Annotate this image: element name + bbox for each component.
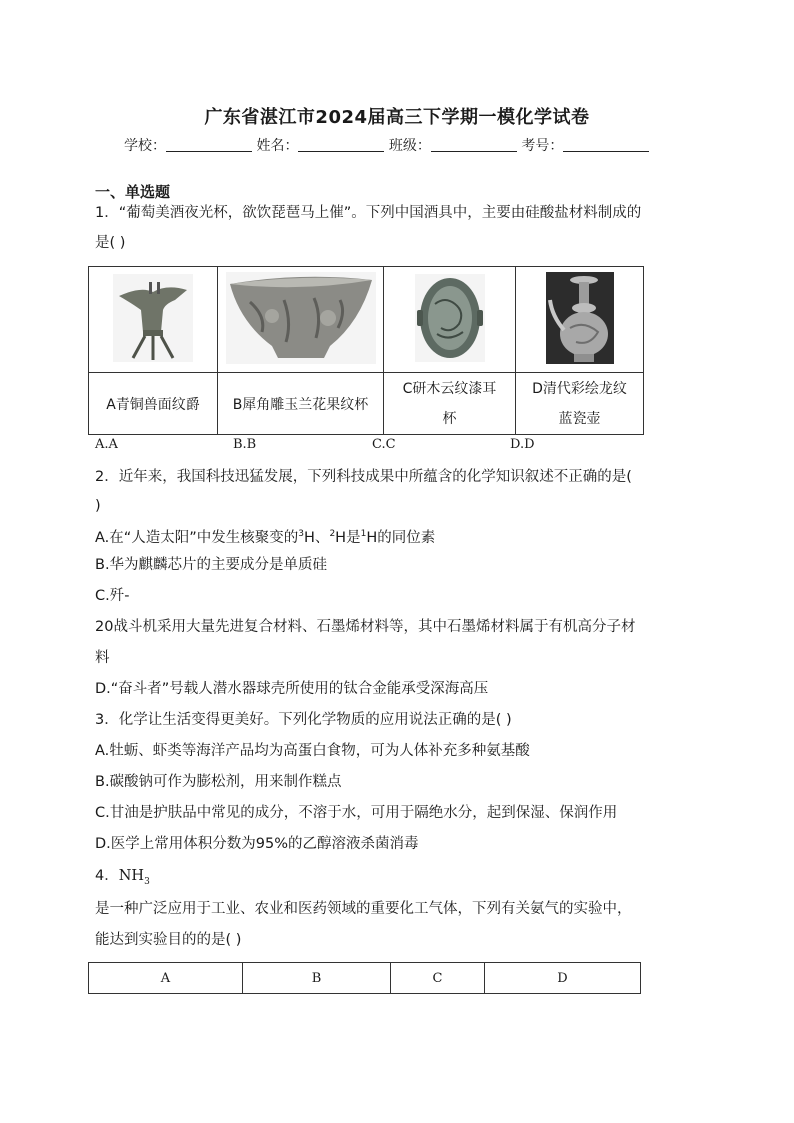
mass-number-3: 3 — [298, 529, 305, 539]
q4-header-d: D — [485, 963, 641, 994]
q1-option-b[interactable]: B.B — [233, 437, 257, 452]
q1-image-cell-d — [516, 267, 644, 373]
q1-label-b: B犀角雕玉兰花果纹杯 — [232, 396, 369, 413]
class-blank[interactable] — [431, 137, 517, 152]
blue-porcelain-ewer-image — [546, 272, 614, 364]
q3-option-a[interactable]: A.牡蛎、虾类等海洋产品均为高蛋白食物，可为人体补充多种氨基酸 — [95, 743, 530, 759]
q1-label-d-line1: D清代彩绘龙纹 — [532, 380, 627, 397]
rhino-horn-cup-image — [226, 272, 376, 364]
q1-label-cell-c — [384, 373, 516, 435]
q1-label-cell-b — [218, 373, 384, 435]
q3-option-d[interactable]: D.医学上常用体积分数为95%的乙醇溶液杀菌消毒 — [95, 836, 419, 852]
q2-stem-line1: 2．近年来，我国科技迅猛发展，下列科技成果中所蕴含的化学知识叙述不正确的是( — [95, 469, 632, 485]
name-blank[interactable] — [298, 137, 384, 152]
q2-option-a[interactable] — [95, 524, 435, 548]
q2-option-b[interactable]: B.华为麒麟芯片的主要成分是单质硅 — [95, 557, 328, 573]
formula-text: NH — [118, 868, 145, 884]
q1-option-a[interactable]: A.A — [95, 437, 118, 452]
q1-stem-line2: 是( ) — [95, 235, 126, 251]
q3-stem: 3．化学让生活变得更美好。下列化学物质的应用说法正确的是( ) — [95, 712, 512, 728]
q4-table — [88, 962, 641, 994]
q2-option-c-line3: 料 — [95, 650, 110, 666]
q1-option-d[interactable]: D.D — [510, 437, 535, 452]
q4-header-a: A — [89, 963, 243, 994]
exam-info-line — [124, 135, 649, 155]
q2-option-c-line1[interactable]: C.歼- — [95, 588, 130, 604]
q3-option-c[interactable]: C.甘油是护肤品中常见的成分，不溶于水，可用于隔绝水分，起到保湿、保润作用 — [95, 805, 618, 821]
q1-label-cell-d — [516, 373, 644, 435]
q1-label-d-line2: 蓝瓷壶 — [558, 410, 601, 427]
q1-table — [88, 266, 644, 435]
q2-option-c-line2: 20战斗机采用大量先进复合材料、石墨烯材料等，其中石墨烯材料属于有机高分子材 — [95, 619, 636, 635]
q4-number: 4． — [95, 868, 119, 884]
school-label: 学校： — [124, 138, 166, 154]
q1-label-c-line2: 杯 — [442, 410, 457, 427]
q2-a-post: H的同位素 — [366, 529, 436, 546]
q2-a-h1: H、 — [304, 529, 330, 546]
q1-label-a: A青铜兽面纹爵 — [106, 396, 200, 413]
number-blank[interactable] — [563, 137, 649, 152]
q1-label-c-line1: C研木云纹漆耳 — [402, 380, 497, 397]
q2-a-h2: H是 — [335, 529, 361, 546]
q1-option-c[interactable]: C.C — [372, 437, 396, 452]
q2-stem-line2: ) — [95, 498, 101, 514]
lacquer-ear-cup-image — [415, 274, 485, 362]
q1-image-cell-c — [384, 267, 516, 373]
q4-stem-line2: 是一种广泛应用于工业、农业和医药领域的重要化工气体，下列有关氨气的实验中， — [95, 901, 632, 917]
section-heading: 一、单选题 — [95, 183, 171, 201]
ammonia-formula — [118, 868, 150, 887]
q4-stem-line3: 能达到实验目的的是( ) — [95, 932, 242, 948]
q2-a-text: A.在“人造太阳”中发生核聚变的 — [95, 529, 299, 546]
q3-option-b[interactable]: B.碳酸钠可作为膨松剂，用来制作糕点 — [95, 774, 342, 790]
page-title: 广东省湛江市2024届高三下学期一模化学试卷 — [204, 107, 590, 128]
q1-image-cell-a — [89, 267, 218, 373]
q1-image-cell-b — [218, 267, 384, 373]
mass-number-1: 1 — [360, 529, 367, 539]
q4-header-c: C — [391, 963, 485, 994]
q1-label-cell-a — [89, 373, 218, 435]
bronze-jue-vessel-image — [113, 274, 193, 362]
q4-stem-line1 — [95, 866, 150, 892]
q1-stem-line1: 1．“葡萄美酒夜光杯，欲饮琵琶马上催”。下列中国酒具中，主要由硅酸盐材料制成的 — [95, 205, 642, 221]
q4-header-b: B — [243, 963, 391, 994]
mass-number-2: 2 — [329, 529, 336, 539]
formula-subscript: 3 — [144, 876, 150, 887]
name-label: 姓名： — [256, 138, 299, 154]
class-label: 班级： — [388, 138, 431, 154]
number-label: 考号： — [521, 138, 564, 154]
school-blank[interactable] — [166, 137, 252, 152]
q2-option-d[interactable]: D.“奋斗者”号载人潜水器球壳所使用的钛合金能承受深海高压 — [95, 681, 489, 697]
